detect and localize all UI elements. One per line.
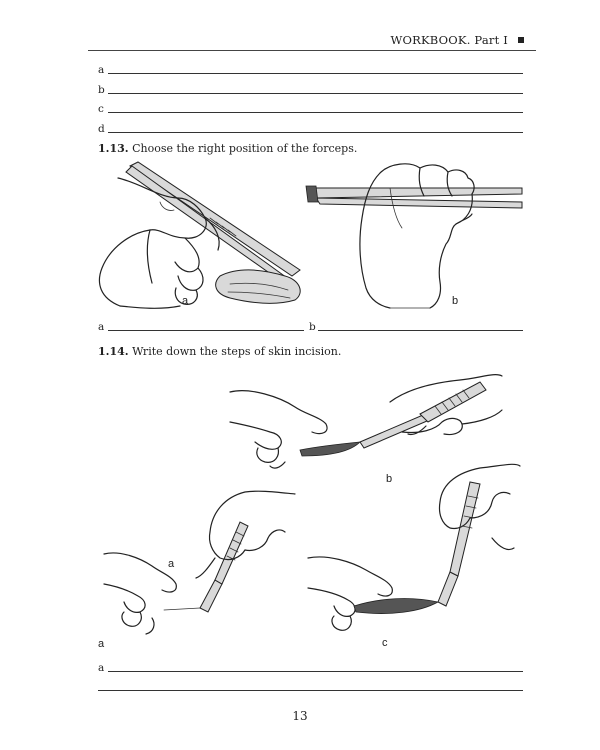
question-text: Choose the right position of the forceps. xyxy=(132,142,358,155)
question-number: 1.13. xyxy=(98,142,129,155)
skin-incision-illustration xyxy=(90,362,530,654)
answer-line-114-extra[interactable] xyxy=(98,690,523,691)
running-header: WORKBOOK. Part I xyxy=(390,33,508,47)
figure-label-a: a xyxy=(182,295,189,307)
header-rule xyxy=(88,50,536,51)
question-1-14 xyxy=(98,345,341,358)
forceps-illustration xyxy=(90,158,530,313)
answer-label-a: a xyxy=(98,64,105,76)
figure-label-c: c xyxy=(382,637,388,649)
answer-line-b[interactable] xyxy=(108,93,523,94)
answer-label-d: d xyxy=(98,123,105,135)
answer-line-113b[interactable] xyxy=(318,330,523,331)
question-1-13 xyxy=(98,142,357,155)
figure-label-a: a xyxy=(98,638,105,650)
forceps-figure-b xyxy=(306,164,522,308)
incision-step-c xyxy=(308,464,520,649)
figure-label-b: b xyxy=(452,295,459,307)
answer-label-114a: a xyxy=(98,662,105,674)
question-text: Write down the steps of skin incision. xyxy=(132,345,342,358)
page-number: 13 xyxy=(292,709,308,723)
header-square-marker xyxy=(518,37,524,43)
answer-line-d[interactable] xyxy=(108,132,523,133)
answer-label-b: b xyxy=(98,84,105,96)
forceps-figure-a xyxy=(99,162,300,308)
figure-label-a-small: a xyxy=(168,558,175,570)
incision-step-b xyxy=(230,375,502,485)
question-number: 1.14. xyxy=(98,345,129,358)
answer-label-113b: b xyxy=(309,321,316,333)
answer-line-c[interactable] xyxy=(108,112,523,113)
answer-line-113a[interactable] xyxy=(108,330,304,331)
incision-step-a xyxy=(98,491,295,650)
answer-line-a[interactable] xyxy=(108,73,523,74)
figure-label-b: b xyxy=(386,473,393,485)
answer-label-113a: a xyxy=(98,321,105,333)
answer-line-114a[interactable] xyxy=(108,671,523,672)
answer-label-c: c xyxy=(98,103,104,115)
